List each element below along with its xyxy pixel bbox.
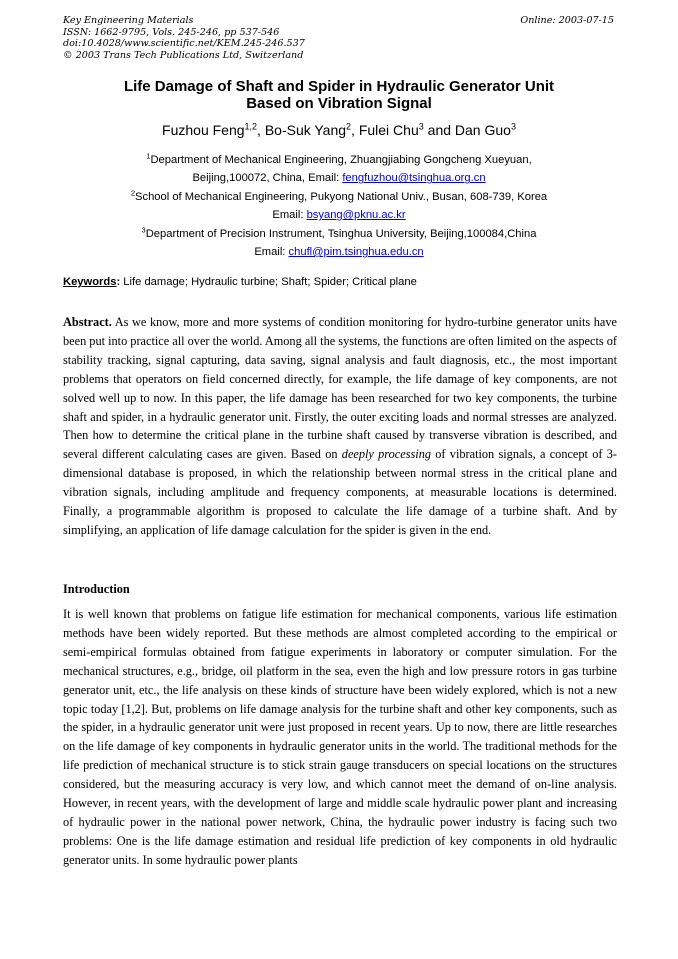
affiliation-3-marker: 3 [141,224,146,234]
affiliation-1-email-label: Beijing,100072, China, Email: [192,172,343,185]
affiliations [40,151,638,261]
author-list [40,121,638,139]
email-link-3[interactable]: chufl@pim.tsinghua.edu.cn [288,246,424,259]
email-link-1[interactable]: fengfuzhou@tsinghua.org.cn [342,172,486,185]
author-4: and Dan Guo [423,122,511,138]
author-1-affil: 1,2 [244,121,258,132]
affiliation-3-line-2 [40,243,638,261]
introduction-paragraph: It is well known that problems on fatigue life estimation for mechanical components, various life estimation methods have been widely reported. But these methods are almost completed according to the empirical or semi-empirical formulas obtained from fatigue experiments in laboratory or computer simulation. For the mechanical structures, e.g., bridge, oil platform in the sea, even the high and low pressure rotors in gas turbine generator unit, etc., the life analysis on these kinds of structure have been widely explored, which is not a new topic today [1,2]. But, problems on life damage analysis for the turbine shaft and other key components, such as the spider, in a hydraulic generator unit were just proposed in recent years. Up to now, there are little researches on the life damage of key components in hydraulic generator units in the world. The traditional methods for the life prediction of mechanical structure is to stick strain gauge transducers on special locations on the structures considered, but the measuring accuracy is very low, and which cannot meet the demand of on-line analysis. However, in recent years, with the development of large and middle scale hydraulic power plant and increasing of hydraulic power in the national power network, China, the hydraulic power industry is facing such two problems: One is the life damage estimation and residual life prediction of key components in old hydraulic generator units. In some hydraulic power plants [63,607,617,867]
author-3: , Fulei Chu [351,122,419,138]
keywords-text: Life damage; Hydraulic turbine; Shaft; Spider; Critical plane [120,276,417,288]
author-2-affil: 2 [346,121,352,132]
keywords-label: Keywords [63,276,117,288]
doi-line: doi:10.4028/www.scientific.net/KEM.245-246.537 [63,38,305,49]
title-line-2: Based on Vibration Signal [246,95,432,112]
title-line-1: Life Damage of Shaft and Spider in Hydraulic Generator Unit [123,78,555,95]
author-4-affil: 3 [510,121,516,132]
affiliation-1-text: Department of Mechanical Engineering, Zhuangjiabing Gongcheng Xueyuan, [150,154,532,166]
abstract-label: Abstract. [63,315,112,329]
publication-info [63,15,305,61]
affiliation-2-email-label: Email: [272,209,307,222]
abstract-text-1: As we know, more and more systems of condition monitoring for hydro-turbine generator units have been put into practice all over the world. Among all the systems, the functions are often limited on the aspects of stability tracking, signal capturing, data saving, signal analysis and fault diagnosis, etc., the most important problems that operators on field concerned directly, for example, the life damage of key components, are not solved well up to now. In this paper, the life damage has been researched for two key components, the turbine shaft and spider, in a hydraulic generator unit. Firstly, the outer exciting loads and normal stresses are analyzed. Then how to determine the critical plane in the turbine shaft caused by transverse vibration is described, and several different calculating cases are given. Based on [63,315,617,462]
affiliation-2-text: School of Mechanical Engineering, Pukyong National Univ., Busan, 608-739, Korea [135,190,548,203]
author-1: Fuzhou Feng [162,122,245,138]
affiliation-1-marker: 1 [146,151,151,161]
journal-name: Key Engineering Materials [63,15,194,26]
paper-title [40,78,638,112]
issn-line: ISSN: 1662-9795, Vols. 245-246, pp 537-546 [63,26,280,38]
author-2: , Bo-Suk Yang [257,122,347,138]
email-link-2[interactable]: bsyang@pknu.ac.kr [306,209,406,222]
affiliation-3-line-1 [40,225,638,243]
abstract [63,313,617,540]
affiliation-2-line-2 [40,206,638,224]
affiliation-1-line-2 [40,169,638,187]
keywords-colon: : [116,276,121,288]
affiliation-2-marker: 2 [130,188,136,198]
abstract-text-2: of vibration signals, a concept of 3-dimensional database is proposed, in which the relationship between normal stress in the critical plane and vibration signals, including amplitude and frequency components, at measurable locations is determined. Finally, a programmable algorithm is proposed to calculate the life damage of a turbine shaft. And by simplifying, an application of life damage calculation for the spider is given in the end. [63,447,617,537]
abstract-emphasis: deeply processing [341,447,431,462]
introduction-heading: Introduction [63,582,130,596]
affiliation-3-text: Department of Precision Instrument, Tsinghua University, Beijing,100084,China [145,227,537,240]
affiliation-1-line-1 [40,151,638,169]
online-date: Online: 2003-07-15 [520,15,614,26]
keywords [63,275,417,289]
author-3-affil: 3 [418,121,424,132]
copyright-line: © 2003 Trans Tech Publications Ltd, Switzerland [63,49,304,61]
affiliation-2-line-1 [40,188,638,206]
affiliation-3-email-label: Email: [254,246,289,259]
